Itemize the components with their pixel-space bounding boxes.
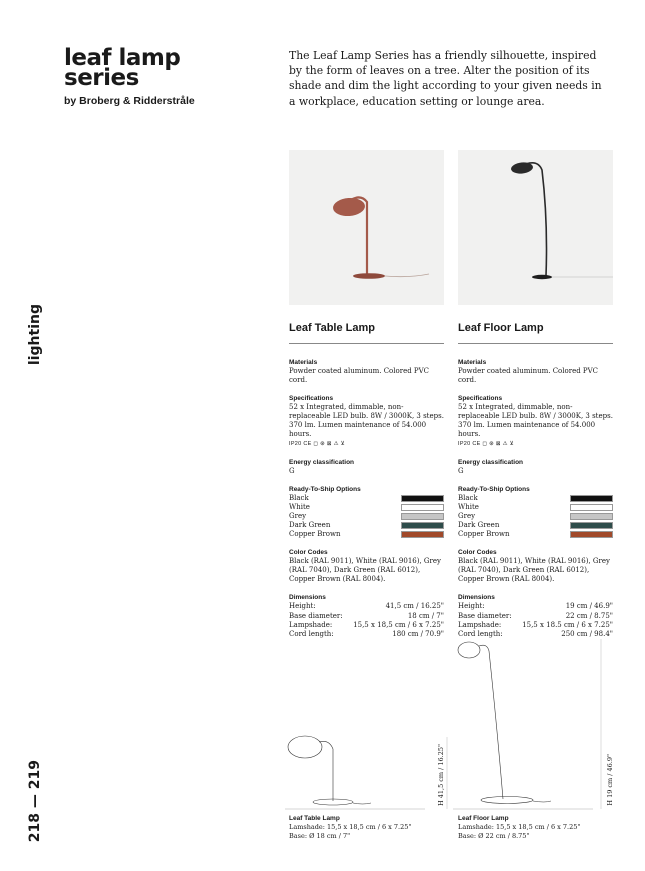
- color-codes-section: [458, 548, 613, 584]
- divider: [458, 343, 613, 344]
- floor-lamp-illustration: [458, 150, 613, 305]
- color-swatch: [401, 513, 444, 520]
- option-label: Grey: [458, 511, 476, 520]
- option-row: [458, 521, 613, 530]
- caption-lampshade: Lamshade: 15,5 x 18,5 cm / 6 x 7.25": [289, 823, 412, 831]
- materials-section: [289, 358, 444, 385]
- floor-lamp-caption: [458, 814, 618, 841]
- dimension-label: Height:: [458, 602, 485, 611]
- specifications-section: [458, 394, 613, 448]
- intro-paragraph: The Leaf Lamp Series has a friendly silhouette, inspired by the form of leaves on a tree. Alter the position of its shade and dim the light according to your given needs in a workplace, education setting or lounge area.: [289, 49, 602, 108]
- caption-base: Base: Ø 18 cm / 7": [289, 832, 351, 840]
- option-label: Copper Brown: [289, 530, 341, 539]
- option-row: [289, 530, 444, 539]
- energy-value: G: [458, 466, 464, 475]
- color-swatch: [570, 495, 613, 502]
- option-label: White: [458, 502, 479, 511]
- options-heading: Ready-To-Ship Options: [289, 485, 361, 493]
- color-swatch: [570, 531, 613, 538]
- dimension-value: 41,5 cm / 16.25": [385, 602, 444, 611]
- caption-base: Base: Ø 22 cm / 8.75": [458, 832, 530, 840]
- dimension-value: 22 cm / 8.75": [565, 611, 613, 620]
- color-codes-section: [289, 548, 444, 584]
- dimension-value: 250 cm / 98.4": [561, 629, 613, 638]
- title-line-1: leaf lamp: [64, 45, 181, 71]
- caption-lampshade: Lamshade: 15,5 x 18,5 cm / 6 x 7.25": [458, 823, 581, 831]
- color-swatch: [570, 504, 613, 511]
- materials-text: Powder coated aluminum. Colored PVC cord.: [289, 367, 430, 385]
- dimension-label: Lampshade:: [458, 620, 502, 629]
- dimension-row: [458, 621, 613, 630]
- dimension-row: [458, 612, 613, 621]
- option-label: Copper Brown: [458, 530, 510, 539]
- option-label: White: [289, 502, 310, 511]
- energy-section: [458, 458, 613, 476]
- color-swatch: [570, 522, 613, 529]
- materials-text: Powder coated aluminum. Colored PVC cord.: [458, 367, 599, 385]
- option-row: [458, 503, 613, 512]
- specifications-text: 52 x Integrated, dimmable, non-replaceable LED bulb. 8W / 3000K, 3 steps. 370 lm. Lumen maintenance of 54.000 hours.: [289, 403, 444, 439]
- certification-icons: IP20 CE ◻ ⊛ ⊠ ⚠ ⊻: [289, 440, 345, 447]
- floor-lamp-drawing: [453, 637, 613, 811]
- dimension-row: [289, 621, 444, 630]
- option-row: [289, 494, 444, 503]
- dimension-row: [289, 602, 444, 611]
- option-label: Black: [289, 493, 309, 502]
- table-lamp-caption: [289, 814, 449, 841]
- product-column-floor-lamp: [458, 321, 613, 648]
- option-row: [458, 494, 613, 503]
- energy-value: G: [289, 466, 295, 475]
- dimension-label: Lampshade:: [289, 620, 333, 629]
- option-row: [458, 512, 613, 521]
- designer-byline: by Broberg & Ridderstråle: [64, 95, 195, 107]
- option-label: Dark Green: [289, 520, 331, 529]
- floor-lamp-height-label: H 19 cm / 46.9": [606, 754, 614, 806]
- color-codes-text: Black (RAL 9011), White (RAL 9016), Grey (RAL 7040), Dark Green (RAL 6012), Copper Brown (RAL 8004).: [289, 557, 441, 584]
- energy-heading: Energy classification: [289, 458, 355, 466]
- dimension-label: Cord length:: [289, 629, 334, 638]
- table-lamp-illustration: [289, 150, 444, 305]
- dimension-value: 15,5 x 18,5 cm / 6 x 7.25": [353, 620, 444, 629]
- dimensions-heading: Dimensions: [289, 594, 326, 602]
- option-row: [458, 530, 613, 539]
- specifications-section: [289, 394, 444, 448]
- options-heading: Ready-To-Ship Options: [458, 485, 530, 493]
- color-codes-heading: Color Codes: [458, 549, 497, 557]
- options-section: [289, 485, 444, 539]
- dimension-row: [289, 612, 444, 621]
- table-lamp-photo: [289, 150, 444, 305]
- dimensions-heading: Dimensions: [458, 594, 495, 602]
- page-title: [64, 45, 181, 91]
- energy-heading: Energy classification: [458, 458, 524, 466]
- product-name: Leaf Floor Lamp: [458, 322, 544, 334]
- dimension-value: 19 cm / 46.9": [565, 602, 613, 611]
- color-swatch: [401, 504, 444, 511]
- certification-icons: IP20 CE ◻ ⊛ ⊠ ⚠ ⊻: [458, 440, 514, 447]
- dimension-value: 15,5 x 18.5 cm / 6 x 7.25": [522, 620, 613, 629]
- product-name: Leaf Table Lamp: [289, 322, 375, 334]
- floor-lamp-photo: [458, 150, 613, 305]
- specifications-heading: Specifications: [289, 395, 334, 403]
- dimensions-section: [458, 593, 613, 638]
- option-row: [289, 521, 444, 530]
- color-codes-text: Black (RAL 9011), White (RAL 9016), Grey (RAL 7040), Dark Green (RAL 6012), Copper Brown (RAL 8004).: [458, 557, 610, 584]
- specifications-heading: Specifications: [458, 395, 503, 403]
- option-label: Grey: [289, 511, 307, 520]
- options-section: [458, 485, 613, 539]
- caption-name: Leaf Floor Lamp: [458, 815, 509, 822]
- dimension-label: Height:: [289, 602, 316, 611]
- dimension-value: 18 cm / 7": [407, 611, 444, 620]
- color-swatch: [401, 495, 444, 502]
- title-line-2: series: [64, 65, 139, 91]
- product-column-table-lamp: [289, 321, 444, 648]
- table-lamp-drawing: [285, 725, 450, 811]
- option-row: [289, 512, 444, 521]
- materials-section: [458, 358, 613, 385]
- dimension-value: 180 cm / 70.9": [392, 629, 444, 638]
- color-swatch: [570, 513, 613, 520]
- specifications-text: 52 x Integrated, dimmable, non-replaceable LED bulb. 8W / 3000K, 3 steps. 370 lm. Lumen maintenance of 54.000 hours.: [458, 403, 613, 439]
- option-label: Dark Green: [458, 520, 500, 529]
- materials-heading: Materials: [289, 359, 318, 366]
- divider: [289, 343, 444, 344]
- color-swatch: [401, 531, 444, 538]
- dimension-row: [458, 602, 613, 611]
- page-numbers: 218 — 219: [27, 760, 43, 843]
- dimensions-section: [289, 593, 444, 638]
- color-codes-heading: Color Codes: [289, 549, 328, 557]
- dimension-label: Cord length:: [458, 629, 503, 638]
- energy-section: [289, 458, 444, 476]
- materials-heading: Materials: [458, 359, 487, 366]
- table-lamp-height-label: H 41,5 cm / 16.25": [437, 744, 445, 806]
- option-label: Black: [458, 493, 478, 502]
- color-swatch: [401, 522, 444, 529]
- category-label: lighting: [27, 304, 43, 366]
- dimension-label: Base diameter:: [458, 611, 512, 620]
- caption-name: Leaf Table Lamp: [289, 815, 340, 822]
- option-row: [289, 503, 444, 512]
- dimension-label: Base diameter:: [289, 611, 343, 620]
- dimension-row: [289, 630, 444, 639]
